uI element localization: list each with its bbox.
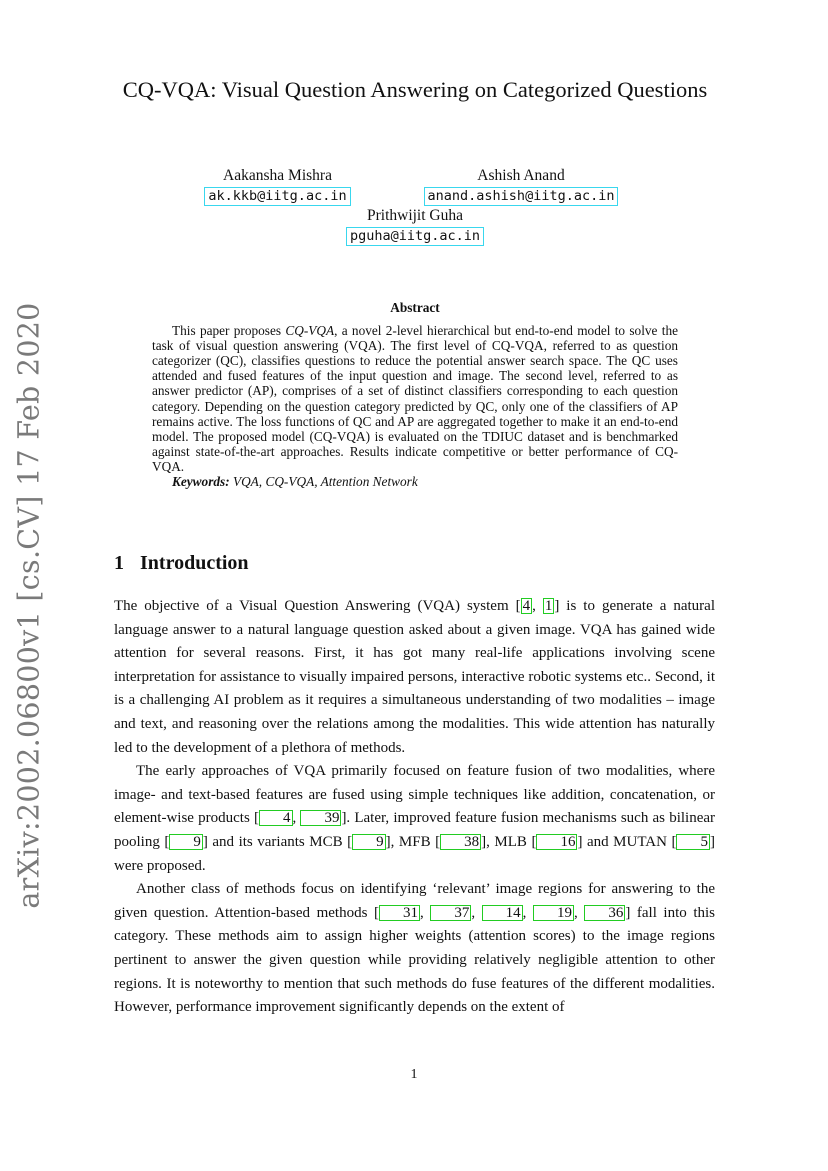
citation-link[interactable]: 9 bbox=[169, 834, 203, 850]
paragraph-text: ] is to generate a natural language answer to a natural language question asked about a given image. VQA has gained wide attention for several reasons. First, it has got many real-life applications involving scene interpretation for assistance to visually impaired persons, interactive robotic systems etc.. Second, it is a challenging AI problem as it requires a simultaneous understanding of two modalities – image and text, and reasoning over the relations among the modalities. This wide attention has naturally led to the development of a plethora of methods. bbox=[114, 598, 716, 756]
keywords-list: VQA, CQ-VQA, Attention Network bbox=[229, 474, 418, 490]
author-name: Aakansha Mishra bbox=[223, 167, 332, 184]
paragraph-text: The early approaches of VQA primarily focused on feature fusion of two modalities, where image- and text-based features are fused using simple techniques like addition, concatenation, or element-wise products [ bbox=[114, 763, 715, 827]
author-name: Ashish Anand bbox=[477, 167, 565, 184]
citation-link[interactable]: 9 bbox=[352, 834, 386, 850]
citation-link[interactable]: 19 bbox=[533, 905, 574, 921]
citation-link[interactable]: 31 bbox=[379, 905, 420, 921]
paragraph-text: , bbox=[420, 904, 431, 921]
paragraph-text: ] and MUTAN [ bbox=[577, 833, 677, 850]
paragraph bbox=[114, 878, 715, 1020]
paragraph-text: , bbox=[532, 598, 543, 614]
citation-link[interactable]: 1 bbox=[544, 598, 553, 614]
author-block bbox=[190, 166, 365, 206]
paragraph-text: ] were proposed. bbox=[114, 833, 715, 874]
citation-link[interactable]: 37 bbox=[430, 905, 471, 921]
paper-title: CQ-VQA: Visual Question Answering on Categorized Questions bbox=[122, 77, 708, 102]
abstract-text-part: , a novel 2-level hierarchical but end-to-end model to solve the task of visual question answering (VQA). The first level of CQ-VQA, referred to as question categorizer (QC), classifies questions to reduce the potential answer search space. The QC uses attended and fused features of the input question and image. The second level, referred to as answer predictor (AP), comprises of a set of distinct classifiers corresponding to each question category. Depending on the question category predicted by QC, only one of the classifiers of AP remains active. The loss functions of QC and AP are aggregated together to make it an end-to-end model. The proposed model (CQ-VQA) is evaluated on the TDIUC dataset and is benchmarked against state-of-the-art approaches. Results indicate competitive or better performance of CQ-VQA. bbox=[152, 323, 678, 474]
body-text bbox=[114, 595, 715, 1020]
arxiv-identifier-text: arXiv:2002.06800v1 [cs.CV] 17 Feb 2020 bbox=[12, 301, 46, 909]
abstract bbox=[152, 300, 678, 489]
author-name: Prithwijit Guha bbox=[366, 207, 463, 224]
author-email-link[interactable]: anand.ashish@iitg.ac.in bbox=[424, 187, 619, 206]
author-block bbox=[330, 206, 500, 246]
author-email-link[interactable]: ak.kkb@iitg.ac.in bbox=[204, 187, 350, 206]
abstract-text bbox=[152, 323, 678, 474]
citation-link[interactable]: 4 bbox=[522, 598, 531, 614]
keywords bbox=[152, 474, 678, 489]
citation-link[interactable]: 36 bbox=[584, 905, 625, 921]
paragraph-text: , bbox=[292, 810, 301, 827]
section-heading bbox=[114, 552, 249, 575]
citation-link[interactable]: 39 bbox=[300, 810, 341, 826]
section-number: 1 bbox=[114, 552, 124, 574]
citation-link[interactable]: 4 bbox=[259, 810, 293, 826]
paragraph-text: Another class of methods focus on identifying ‘relevant’ image regions for answering to the given question. Attention-based methods [ bbox=[114, 881, 715, 921]
abstract-heading: Abstract bbox=[390, 300, 440, 315]
paragraph-text: ], MLB [ bbox=[481, 833, 537, 850]
author-block bbox=[402, 166, 640, 206]
page-number: 1 bbox=[410, 1067, 418, 1082]
paragraph-text: ], MFB [ bbox=[385, 833, 441, 850]
paragraph-text: , bbox=[573, 904, 585, 921]
paragraph-text: ]. Later, improved feature fusion mechanisms such as bilinear pooling [ bbox=[114, 810, 716, 850]
paragraph-text: ] fall into this category. These methods aim to assign higher weights (attention scores) to the image regions pertinent to answer the given question while providing relatively negligible attention to other regions. It is noteworthy to mention that such methods do fuse features of the different modalities. However, performance improvement significantly depends on the extent of bbox=[114, 904, 716, 1016]
citation-link[interactable]: 16 bbox=[536, 834, 577, 850]
citation-link[interactable]: 5 bbox=[676, 834, 710, 850]
citation-link[interactable]: 38 bbox=[440, 834, 481, 850]
paragraph-text: , bbox=[522, 904, 533, 921]
arxiv-identifier bbox=[8, 301, 50, 909]
paragraph bbox=[114, 595, 715, 760]
citation-link[interactable]: 14 bbox=[482, 905, 523, 921]
model-name: CQ-VQA bbox=[285, 323, 335, 339]
section-title: Introduction bbox=[140, 552, 249, 574]
paragraph bbox=[114, 760, 715, 878]
abstract-text-part: This paper proposes bbox=[172, 323, 286, 339]
author-email-link[interactable]: pguha@iitg.ac.in bbox=[346, 227, 484, 246]
paragraph-text: The objective of a Visual Question Answering (VQA) system [ bbox=[114, 598, 521, 614]
paragraph-text: ] and its variants MCB [ bbox=[202, 833, 353, 850]
paragraph-text: , bbox=[471, 904, 482, 921]
keywords-label: Keywords: bbox=[172, 474, 230, 490]
